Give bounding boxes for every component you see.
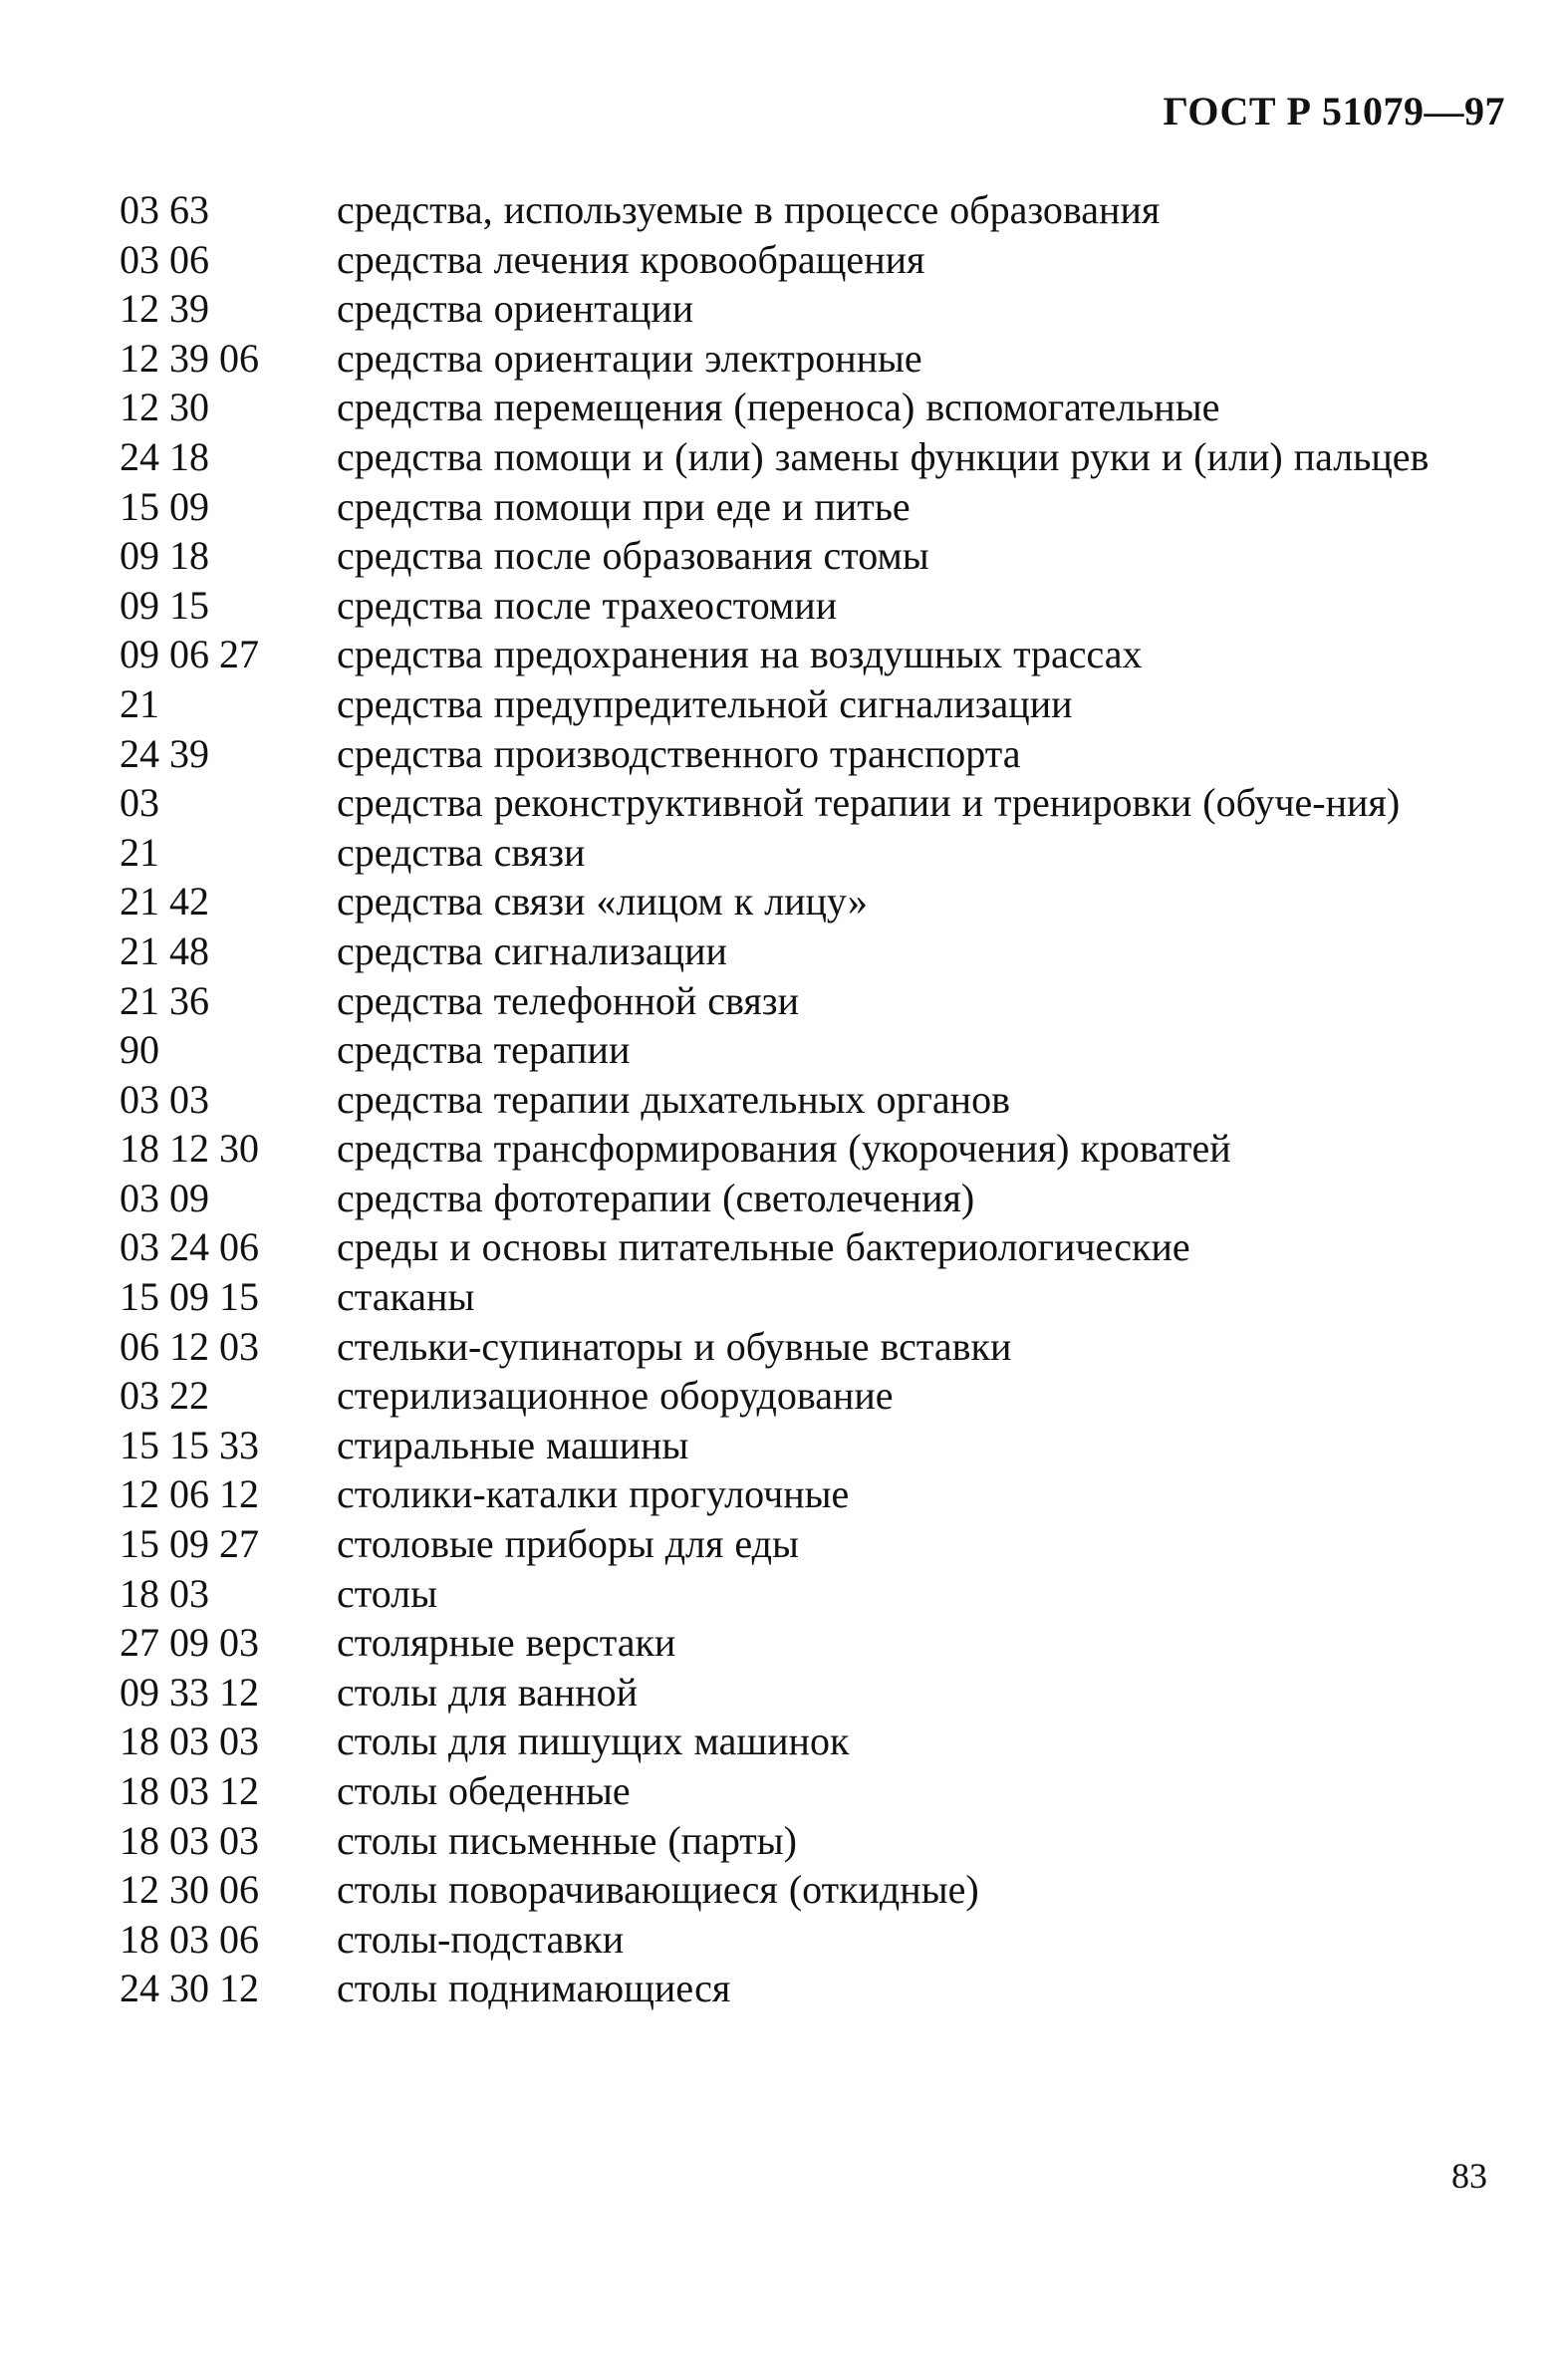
index-term: средства после образования стомы [337, 533, 929, 579]
index-row [120, 1371, 1506, 1421]
index-code: 09 06 27 [120, 632, 259, 677]
index-code: 21 [120, 829, 159, 875]
index-row [120, 1272, 1506, 1322]
index-row [120, 1174, 1506, 1223]
index-term: средства трансформирования (укорочения) кроватей [337, 1126, 1231, 1172]
index-code: 03 06 [120, 236, 209, 282]
index-row [120, 581, 1506, 631]
index-term: столярные верстаки [337, 1620, 676, 1666]
index-code: 03 [120, 780, 159, 826]
index-code: 06 12 03 [120, 1323, 259, 1369]
index-term: средства связи [337, 829, 586, 875]
index-code: 12 30 06 [120, 1867, 259, 1913]
index-row [120, 976, 1506, 1026]
index-row [120, 1915, 1506, 1965]
index-term: стаканы [337, 1274, 475, 1320]
index-code: 18 03 06 [120, 1916, 259, 1962]
index-code: 18 03 03 [120, 1817, 259, 1863]
index-term: средства перемещения (переноса) вспомогательные [337, 385, 1220, 430]
index-term: средства реконструктивной терапии и тренировки (обуче-ния) [337, 780, 1401, 826]
index-code: 09 15 [120, 582, 209, 628]
index-row [120, 185, 1506, 235]
index-row [120, 1222, 1506, 1272]
index-term: стиральные машины [337, 1422, 689, 1467]
index-term: средства после трахеостомии [337, 582, 838, 628]
index-row [120, 1766, 1506, 1816]
index-row [120, 926, 1506, 976]
index-code: 90 [120, 1027, 159, 1073]
index-term: средства связи «лицом к лицу» [337, 879, 868, 925]
index-code: 15 15 33 [120, 1422, 259, 1467]
page-number: 83 [1451, 2156, 1487, 2196]
index-term: средства ориентации электронные [337, 335, 922, 381]
index-term: столы поднимающиеся [337, 1966, 731, 2011]
index-code: 03 63 [120, 187, 209, 232]
index-term: столовые приборы для еды [337, 1521, 799, 1567]
index-code: 09 33 12 [120, 1669, 259, 1715]
index-code: 18 03 [120, 1570, 209, 1616]
index-row [120, 1421, 1506, 1470]
index-term: средства телефонной связи [337, 977, 799, 1023]
index-row [120, 1075, 1506, 1125]
index-code: 03 24 06 [120, 1224, 259, 1270]
index-term: стельки-супинаторы и обувные вставки [337, 1323, 1012, 1369]
index-term: столы [337, 1570, 438, 1616]
index-row [120, 334, 1506, 384]
index-term: среды и основы питательные бактериологические [337, 1224, 1190, 1270]
index-row [120, 1668, 1506, 1718]
index-row [120, 432, 1506, 482]
index-row [120, 877, 1506, 926]
index-row [120, 1964, 1506, 2013]
index-code: 24 30 12 [120, 1966, 259, 2011]
index-term: столы письменные (парты) [337, 1817, 797, 1863]
index-term: столы обеденные [337, 1768, 631, 1813]
index-term: средства лечения кровообращения [337, 236, 925, 282]
document-header: ГОСТ Р 51079—97 [1163, 89, 1505, 133]
index-term: средства, используемые в процессе образования [337, 187, 1161, 232]
index-row [120, 729, 1506, 779]
index-row [120, 1124, 1506, 1174]
index-code: 12 06 12 [120, 1471, 259, 1517]
index-term: столы для пишущих машинок [337, 1719, 850, 1764]
index-code: 21 [120, 680, 159, 726]
index-row [120, 1618, 1506, 1668]
index-row [120, 383, 1506, 432]
index-code: 15 09 27 [120, 1521, 259, 1567]
index-row [120, 1569, 1506, 1619]
index-code: 24 39 [120, 730, 209, 776]
index-code: 15 09 [120, 483, 209, 529]
index-term: средства сигнализации [337, 927, 727, 973]
index-row [120, 1865, 1506, 1915]
index-code: 12 39 06 [120, 335, 259, 381]
index-row [120, 1025, 1506, 1075]
index-code: 03 09 [120, 1175, 209, 1220]
index-code: 27 09 03 [120, 1620, 259, 1666]
index-row [120, 679, 1506, 729]
index-row [120, 1519, 1506, 1569]
index-row [120, 284, 1506, 334]
index-code: 21 48 [120, 927, 209, 973]
index-list [120, 185, 1506, 2013]
index-term: столы-подставки [337, 1916, 625, 1962]
index-code: 21 42 [120, 879, 209, 925]
index-term: столы для ванной [337, 1669, 639, 1715]
index-term: средства ориентации [337, 286, 694, 332]
index-code: 12 30 [120, 385, 209, 430]
index-row [120, 828, 1506, 878]
index-term: столики-каталки прогулочные [337, 1471, 850, 1517]
index-code: 18 12 30 [120, 1126, 259, 1172]
index-term: стерилизационное оборудование [337, 1373, 894, 1419]
index-code: 12 39 [120, 286, 209, 332]
index-term: столы поворачивающиеся (откидные) [337, 1867, 979, 1913]
index-code: 24 18 [120, 433, 209, 479]
index-code: 21 36 [120, 977, 209, 1023]
index-row [120, 1469, 1506, 1519]
index-term: средства терапии [337, 1027, 631, 1073]
index-term: средства помощи и (или) замены функции руки и (или) пальцев [337, 433, 1430, 479]
index-code: 03 03 [120, 1076, 209, 1122]
index-row [120, 778, 1506, 828]
index-code: 15 09 15 [120, 1274, 259, 1320]
index-row [120, 630, 1506, 679]
index-row [120, 235, 1506, 285]
index-term: средства фототерапии (светолечения) [337, 1175, 975, 1220]
index-row [120, 482, 1506, 532]
index-term: средства предохранения на воздушных трассах [337, 632, 1143, 677]
index-code: 03 22 [120, 1373, 209, 1419]
index-row [120, 1816, 1506, 1866]
index-row [120, 1717, 1506, 1766]
index-row [120, 531, 1506, 581]
index-term: средства производственного транспорта [337, 730, 1021, 776]
index-code: 09 18 [120, 533, 209, 579]
index-code: 18 03 12 [120, 1768, 259, 1813]
index-row [120, 1322, 1506, 1372]
index-code: 18 03 03 [120, 1719, 259, 1764]
index-term: средства терапии дыхательных органов [337, 1076, 1010, 1122]
index-term: средства помощи при еде и питье [337, 483, 911, 529]
index-term: средства предупредительной сигнализации [337, 680, 1073, 726]
